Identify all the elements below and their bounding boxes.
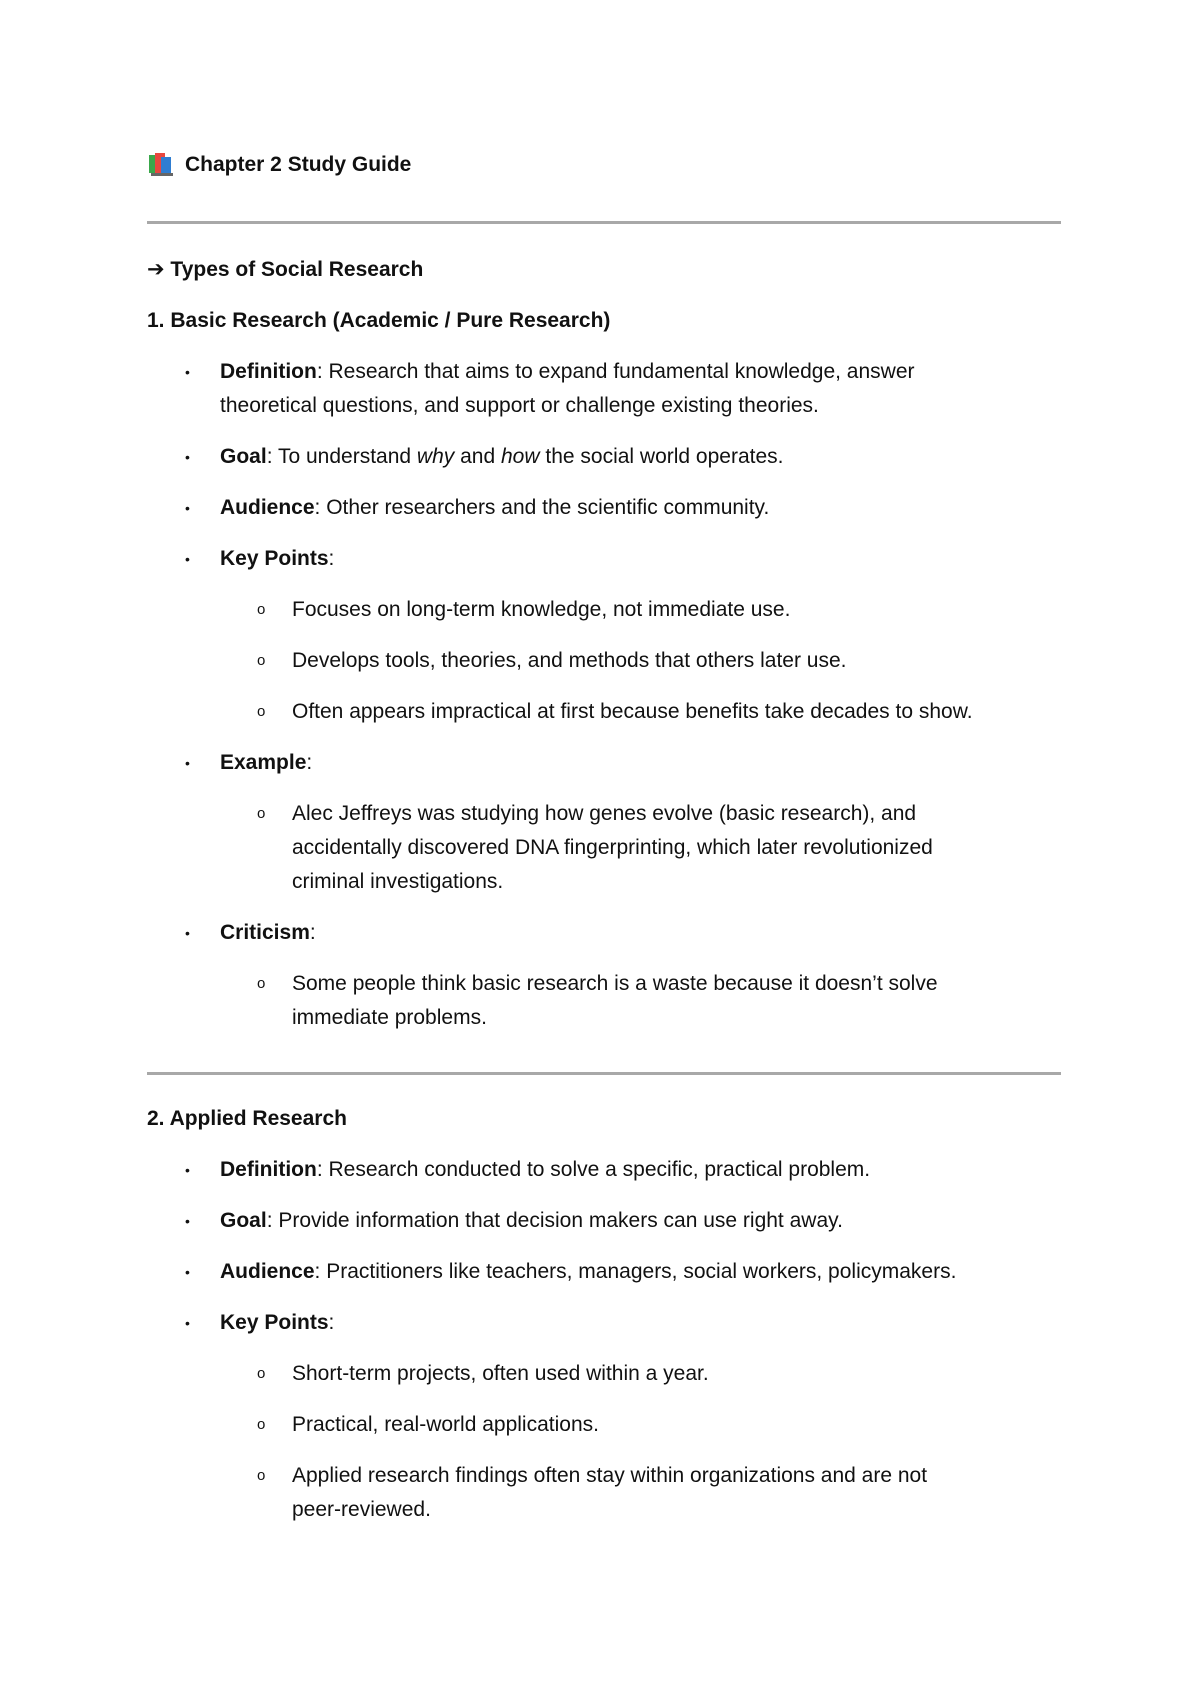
basic-criticism — [220, 916, 316, 950]
audience-label: Audience — [220, 1260, 315, 1283]
section-heading: ➔ Types of Social Research — [147, 258, 424, 281]
goal-emphasis: how — [501, 445, 540, 468]
basic-research-heading: 1. Basic Research (Academic / Pure Research) — [147, 309, 611, 332]
sub-bullet: o — [257, 1416, 266, 1433]
bullet: • — [185, 1264, 190, 1280]
bullet: • — [185, 1213, 190, 1229]
definition-label: Definition — [220, 1158, 317, 1181]
bullet: • — [185, 1315, 190, 1331]
list-item-cont: criminal investigations. — [292, 870, 504, 893]
goal-label: Goal — [220, 445, 267, 468]
colon: : — [306, 751, 313, 774]
basic-example — [220, 746, 312, 780]
goal-emphasis: why — [416, 445, 455, 468]
basic-definition-cont: theoretical questions, and support or challenge existing theories. — [220, 394, 819, 417]
bullet: • — [185, 364, 190, 380]
basic-audience — [220, 491, 769, 525]
definition-text: : Research that aims to expand fundamental knowledge, answer — [316, 360, 915, 383]
goal-label: Goal — [220, 1209, 267, 1232]
sub-bullet: o — [257, 601, 266, 618]
keypoints-label: Key Points — [220, 547, 329, 570]
basic-keypoints — [220, 542, 334, 576]
sub-bullet: o — [257, 1467, 266, 1484]
sub-bullet: o — [257, 703, 266, 720]
applied-goal — [220, 1204, 843, 1238]
bullet: • — [185, 755, 190, 771]
list-item: Alec Jeffreys was studying how genes evolve (basic research), and — [292, 802, 917, 825]
list-item: Some people think basic research is a waste because it doesn’t solve — [292, 972, 938, 995]
colon: : — [328, 1311, 335, 1334]
audience-label: Audience — [220, 496, 315, 519]
bullet: • — [185, 1162, 190, 1178]
keypoints-label: Key Points — [220, 1311, 329, 1334]
goal-text: and — [454, 445, 501, 468]
document-title-row — [147, 150, 411, 180]
goal-text: : To understand — [266, 445, 417, 468]
list-item: Practical, real-world applications. — [292, 1413, 599, 1436]
list-item: Often appears impractical at first because benefits take decades to show. — [292, 700, 973, 723]
bullet: • — [185, 551, 190, 567]
list-item: Short-term projects, often used within a year. — [292, 1362, 709, 1385]
list-item-cont: accidentally discovered DNA fingerprinting, which later revolutionized — [292, 836, 933, 859]
sub-bullet: o — [257, 652, 266, 669]
list-item-cont: peer-reviewed. — [292, 1498, 431, 1521]
list-item: Focuses on long-term knowledge, not immediate use. — [292, 598, 791, 621]
books-icon — [147, 151, 177, 179]
list-item: Develops tools, theories, and methods that others later use. — [292, 649, 847, 672]
applied-keypoints — [220, 1306, 334, 1340]
bullet: • — [185, 925, 190, 941]
goal-text: : Provide information that decision makers can use right away. — [266, 1209, 843, 1232]
bullet: • — [185, 449, 190, 465]
bullet: • — [185, 500, 190, 516]
goal-text: the social world operates. — [539, 445, 784, 468]
definition-label: Definition — [220, 360, 317, 383]
list-item-cont: immediate problems. — [292, 1006, 487, 1029]
divider — [147, 221, 1061, 224]
divider — [147, 1072, 1061, 1075]
page-title: Chapter 2 Study Guide — [185, 153, 412, 176]
sub-bullet: o — [257, 1365, 266, 1382]
definition-text: : Research conducted to solve a specific, practical problem. — [316, 1158, 871, 1181]
criticism-label: Criticism — [220, 921, 310, 944]
sub-bullet: o — [257, 805, 266, 822]
example-label: Example — [220, 751, 307, 774]
applied-audience — [220, 1255, 956, 1289]
basic-definition — [220, 355, 915, 389]
applied-research-heading: 2. Applied Research — [147, 1107, 347, 1130]
sub-bullet: o — [257, 975, 266, 992]
audience-text: : Other researchers and the scientific community. — [314, 496, 770, 519]
audience-text: : Practitioners like teachers, managers, social workers, policymakers. — [314, 1260, 957, 1283]
applied-definition — [220, 1153, 870, 1187]
colon: : — [328, 547, 335, 570]
basic-goal — [220, 440, 784, 474]
colon: : — [309, 921, 316, 944]
list-item: Applied research findings often stay within organizations and are not — [292, 1464, 928, 1487]
